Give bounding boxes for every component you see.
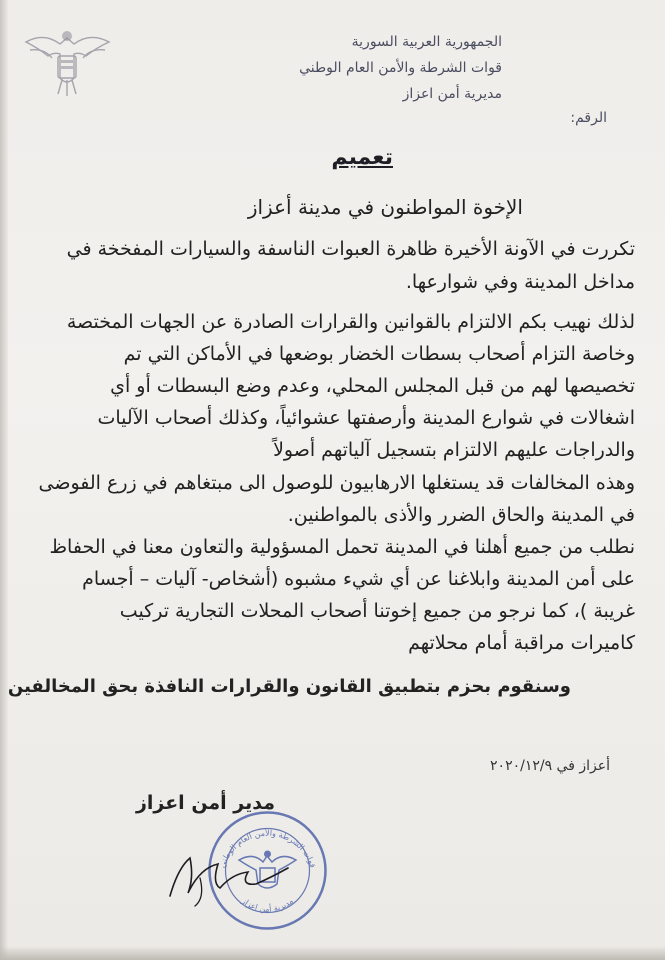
body-line: نطلب من جميع أهلنا في المدينة تحمل المسؤولية والتعاون معنا في الحفاظ (49, 536, 635, 558)
paper-edge-bottom (0, 946, 665, 960)
body-line: مداخل المدينة وفي شوارعها. (405, 271, 635, 293)
body-line: غريبة )، كما نرجو من جميع إخوتنا أصحاب المحلات التجارية تركيب (119, 600, 635, 622)
header-country: الجمهورية العربية السورية (351, 34, 502, 50)
body-line: وهذه المخالفات قد يستغلها الارهابيون للوصول الى مبتغاهم في زرع الفوضى (38, 472, 635, 494)
stamp-text-bottom: مديرية أمن اعزاز (240, 896, 295, 914)
body-line: تخصيصها لهم من قبل المجلس المحلي، وعدم وضع البسطات أو أي (110, 375, 635, 397)
document-date: أعزاز في ٢٠٢٠/١٢/٩ (490, 758, 610, 774)
body-line: لذلك نهيب بكم الالتزام بالقوانين والقرارات الصادرة عن الجهات المختصة (66, 311, 635, 333)
greeting: الإخوة المواطنون في مدينة أعزاز (247, 195, 523, 219)
document-title: تعميم (331, 145, 393, 170)
header-agency: قوات الشرطة والأمن العام الوطني (299, 60, 502, 76)
signer-title: مدير أمن اعزاز (135, 792, 275, 814)
paper-edge-left (0, 0, 8, 960)
eagle-emblem-icon (20, 18, 115, 103)
handwritten-signature (160, 838, 310, 908)
body-line: على أمن المدينة وابلاغنا عن أي شيء مشبوه (أشخاص- آليات – أجسام (82, 568, 635, 590)
closing-statement: وسنقوم بحزم بتطبيق القانون والقرارات النافذة بحق المخالفين (7, 676, 571, 697)
header-directorate: مديرية أمن اعزاز (402, 86, 502, 102)
body-line: في المدينة والحاق الضرر والأذى بالمواطنين. (287, 504, 635, 526)
stamp-text-top: قوات الشرطة والأمن العام الوطني (217, 828, 318, 869)
body-line: والدراجات عليهم الالتزام بتسجيل آلياتهم أصولاً (273, 439, 635, 461)
body-line: تكررت في الآونة الأخيرة ظاهرة العبوات الناسفة والسيارات المفخخة في (66, 238, 635, 260)
reference-label: الرقم: (570, 110, 607, 126)
body-line: اشغالات في شوارع المدينة وأرصفتها عشوائياً، وكذلك أصحاب الآليات (97, 407, 635, 429)
body-line: كاميرات مراقبة أمام محلاتهم (408, 632, 635, 654)
body-line: وخاصة التزام أصحاب بسطات الخضار بوضعها في الأماكن التي تم (123, 343, 635, 365)
